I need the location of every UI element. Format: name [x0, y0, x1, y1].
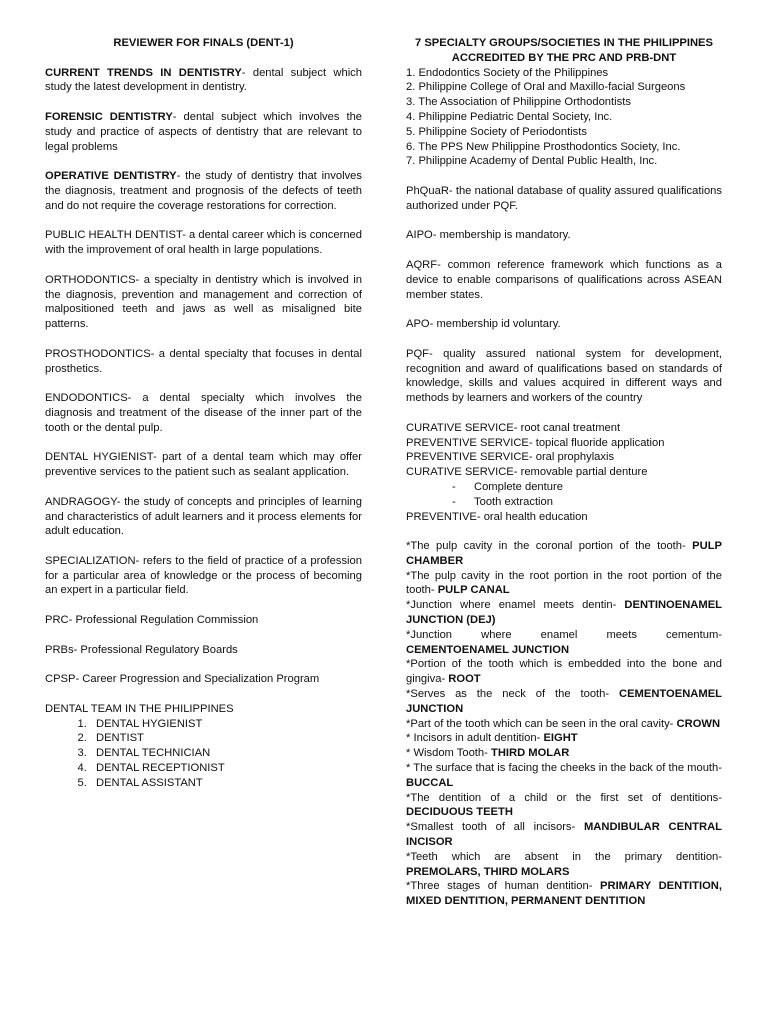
separator: -	[176, 170, 186, 183]
reviewer-title: REVIEWER FOR FINALS (DENT-1)	[113, 37, 294, 49]
societies-list	[406, 66, 722, 170]
fact-item	[406, 539, 722, 569]
fact-question: * Incisors in adult dentition-	[406, 732, 544, 745]
definition-endodontics: ENDODONTICS- a dental specialty which involves the diagnosis and treatment of the disease of the inner part of the tooth or the dental pulp.	[45, 392, 362, 434]
abbr-prbs: PRBs- Professional Regulatory Boards	[45, 643, 238, 656]
service-line: CURATIVE SERVICE- removable partial denture	[406, 466, 648, 479]
list-item: 6. The PPS New Philippine Prosthodontics Society, Inc.	[406, 140, 681, 153]
list-item: 7. Philippine Academy of Dental Public Health, Inc.	[406, 155, 658, 168]
services-block	[406, 421, 722, 525]
definition-specialization: SPECIALIZATION- refers to the field of practice of a profession for a particular area of knowledge or the process of becoming an expert in a particular field.	[45, 554, 362, 597]
fact-question: *Junction where enamel meets cementum-	[406, 628, 722, 641]
fact-question: *Three stages of human dentition-	[406, 880, 601, 893]
fact-question: *The dentition of a child or the first set of dentitions-	[406, 791, 722, 804]
right-column	[406, 36, 722, 909]
fact-item	[406, 687, 722, 717]
list-item: 2. DENTIST	[90, 731, 362, 746]
fact-item	[406, 820, 722, 850]
societies-title-line1: 7 SPECIALTY GROUPS/SOCIETIES IN THE PHILIPPINES	[415, 37, 713, 49]
service-line: PREVENTIVE SERVICE- oral prophylaxis	[406, 451, 615, 464]
list-item: 3. The Association of Philippine Orthodontists	[406, 96, 631, 109]
fact-answer: THIRD MOLAR	[490, 747, 570, 760]
fact-answer: MANDIBULAR CENTRAL INCISOR	[406, 821, 722, 849]
left-column	[45, 36, 362, 791]
separator: -	[241, 66, 253, 79]
societies-title-line2: ACCREDITED BY THE PRC AND PRB-DNT	[451, 51, 677, 64]
dental-team-heading: DENTAL TEAM IN THE PHILIPPINES	[45, 702, 234, 715]
fact-question: * The surface that is facing the cheeks in the back of the mouth-	[406, 762, 722, 775]
fact-answer: CEMENTOENAMEL JUNCTION	[406, 643, 570, 656]
fact-answer: PRIMARY DENTITION, MIXED DENTITION, PERMANENT DENTITION	[406, 880, 722, 908]
fact-question: *Teeth which are absent in the primary dentition-	[406, 850, 722, 863]
service-line: PREVENTIVE SERVICE- topical fluoride application	[406, 436, 665, 449]
list-item: 5. Philippine Society of Periodontists	[406, 125, 587, 138]
definition-forensic	[45, 110, 362, 154]
list-item: - Complete denture	[452, 480, 722, 495]
definition-public-health: PUBLIC HEALTH DENTIST- a dental career which is concerned with the improvement of oral health in large populations.	[45, 229, 362, 257]
fact-item	[406, 746, 722, 761]
abbr-prc: PRC- Professional Regulation Commission	[45, 614, 259, 627]
fact-question: *The pulp cavity in the root portion in the root portion of the tooth-	[406, 569, 722, 597]
fact-item	[406, 657, 722, 687]
definition-aqrf: AQRF- common reference framework which functions as a device to enable comparisons of qualifications across ASEAN member states.	[406, 258, 722, 301]
fact-answer: PREMOLARS, THIRD MOLARS	[406, 865, 570, 878]
tooth-facts	[406, 539, 722, 909]
fact-question: *Junction where enamel meets dentin-	[406, 599, 625, 612]
list-item: 2. Philippine College of Oral and Maxillo-facial Surgeons	[406, 81, 686, 94]
service-line: CURATIVE SERVICE- root canal treatment	[406, 421, 621, 434]
definition-current-trends	[45, 66, 362, 96]
definition-pqf: PQF- quality assured national system for development, recognition and award of qualifications based on standards of knowledge, skills and values acquired in different ways and methods by learners and workers of the country	[406, 347, 722, 405]
fact-question: *Smallest tooth of all incisors-	[406, 821, 584, 834]
term: OPERATIVE DENTISTRY	[45, 170, 177, 183]
fact-item	[406, 598, 722, 628]
fact-item	[406, 569, 722, 599]
fact-answer: DECIDUOUS TEETH	[406, 806, 513, 819]
dental-team-list	[45, 717, 362, 791]
definition-aipo: AIPO- membership is mandatory.	[406, 229, 571, 242]
fact-answer: PULP CANAL	[437, 584, 510, 597]
fact-question: * Wisdom Tooth-	[406, 747, 491, 760]
list-item: 3. DENTAL TECHNICIAN	[90, 746, 362, 761]
term: CURRENT TRENDS IN DENTISTRY	[45, 66, 242, 79]
fact-answer: EIGHT	[543, 732, 578, 745]
fact-answer: DENTINOENAMEL JUNCTION (DEJ)	[406, 599, 722, 627]
fact-question: *Part of the tooth which can be seen in the oral cavity-	[406, 717, 677, 730]
fact-item	[406, 850, 722, 880]
definition-text: dental subject which study the latest development in dentistry.	[45, 66, 362, 94]
fact-answer: PULP CHAMBER	[406, 540, 722, 567]
definition-operative	[45, 169, 362, 213]
fact-answer: ROOT	[448, 673, 481, 686]
fact-item	[406, 761, 722, 791]
fact-answer: BUCCAL	[406, 776, 454, 789]
separator: -	[172, 110, 184, 123]
service-line: PREVENTIVE- oral health education	[406, 510, 588, 523]
fact-item	[406, 628, 722, 658]
list-item: 1. DENTAL HYGIENIST	[90, 717, 362, 732]
fact-item	[406, 717, 722, 732]
definition-orthodontics: ORTHODONTICS- a specialty in dentistry which is involved in the diagnosis, prevention and management and correction of malpositioned teeth and jaws as well as misaligned bite patterns.	[45, 273, 362, 331]
definition-dental-hygienist: DENTAL HYGIENIST- part of a dental team which may offer preventive services to the patient such as sealant application.	[45, 451, 362, 479]
list-item: 1. Endodontics Society of the Philippines	[406, 66, 609, 79]
abbr-cpsp: CPSP- Career Progression and Specialization Program	[45, 673, 320, 686]
definition-text: the study of dentistry that involves the diagnosis, treatment and prognosis of the defects of teeth and do not require the coverage restorations for correction.	[45, 170, 362, 212]
fact-answer: CEMENTOENAMEL JUNCTION	[406, 688, 722, 715]
definition-andragogy: ANDRAGOGY- the study of concepts and principles of learning and characteristics of adult learners and it process elements for adult education.	[45, 495, 362, 538]
list-item: - Tooth extraction	[452, 495, 722, 510]
fact-item	[406, 731, 722, 746]
list-item: 4. DENTAL RECEPTIONIST	[90, 761, 362, 776]
service-sublist	[406, 480, 722, 510]
fact-item	[406, 791, 722, 821]
definition-prosthodontics: PROSTHODONTICS- a dental specialty that focuses in dental prosthetics.	[45, 347, 362, 375]
fact-answer: CROWN	[676, 717, 721, 730]
term: FORENSIC DENTISTRY	[45, 110, 173, 123]
fact-question: *The pulp cavity in the coronal portion of the tooth-	[406, 540, 693, 553]
definition-text: dental subject which involves the study and practice of aspects of dentistry that are relevant to legal problems	[45, 110, 363, 153]
list-item: 4. Philippine Pediatric Dental Society, Inc.	[406, 110, 613, 123]
fact-question: *Serves as the neck of the tooth-	[406, 688, 620, 701]
definition-phquar: PhQuaR- the national database of quality assured qualifications authorized under PQF.	[406, 184, 722, 212]
list-item: 5. DENTAL ASSISTANT	[90, 776, 362, 791]
definition-apo: APO- membership id voluntary.	[406, 318, 561, 331]
fact-item	[406, 879, 722, 909]
fact-question: *Portion of the tooth which is embedded into the bone and gingiva-	[406, 658, 722, 686]
